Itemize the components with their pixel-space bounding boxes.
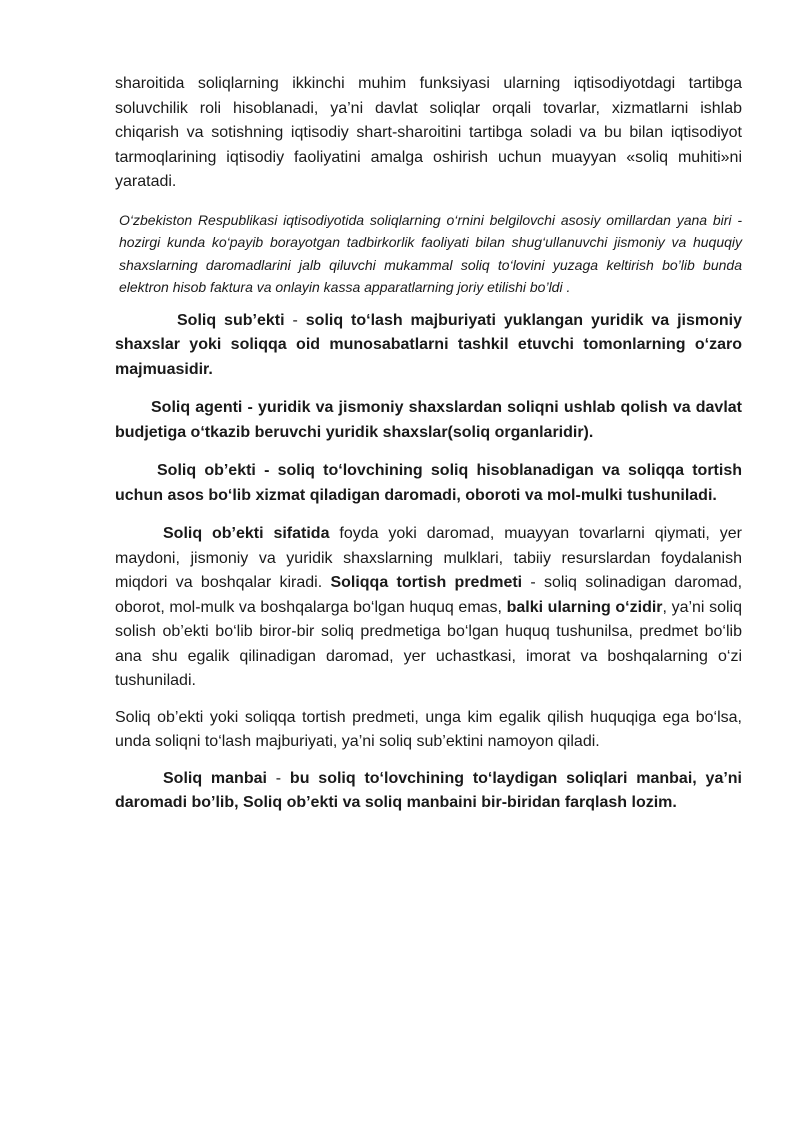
term-tax-subject: Soliq sub’ekti bbox=[177, 311, 285, 329]
definition-tax-source bbox=[115, 767, 742, 816]
definition-text: Soliq ob’ekti - soliq to‘lovchining soliq hisoblanadigan va soliqqa tortish uchun asos bo‘lib xizmat qiladigan daromadi, oboroti va mol-mulki tushuniladi. bbox=[115, 462, 742, 504]
paragraph-text: - soliq solinadigan daromad, oborot, mol-mulk va boshqalarga bo‘lgan huquq emas, bbox=[115, 574, 743, 616]
term-dash: - bbox=[284, 311, 306, 329]
paragraph-uzbekistan-tax-role: O‘zbekiston Respublikasi iqtisodiyotida soliqlarning o‘rnini belgilovchi asosiy omillardan yana biri - hozirgi kunda ko‘payib borayotgan tadbirkorlik faoliyati bilan shug‘ullanuvchi jismoniy va huquqiy shaxslarning daromadlarini jalb qiluvchi mukammal soliq to‘lovini yuzaga keltirish bo’lib bunda elektron hisob faktura va onlayin kassa apparatlarning joriy etilishi bo’ldi . bbox=[119, 211, 742, 295]
paragraph-text: , ya’ni soliq solish ob’ekti bo‘lib biror-bir soliq predmetiga bo‘lgan huquq tushunilsa, predmet bo‘lib ana shu egalik qilinadigan daromad, yer uchastkasi, imorat va boshqalarning o‘zi tushuniladi. bbox=[115, 598, 742, 689]
paragraph-tax-regulatory-function: sharoitida soliqlarning ikkinchi muhim funksiyasi ularning iqtisodiyotdagi tartibga soluvchilik roli hisoblanadi, ya’ni davlat soliqlar orqali tovarlar, xizmatlarni ishlab chiqarish va sotishning iqtisodiy shart-sharoitini tartibga soladi va bu bilan iqtisodiyot tarmoqlarining iqtisodiy faoliyatini amalga oshirish uchun muayyan «soliq muhiti»ni yaratadi. bbox=[115, 75, 742, 190]
term-taxation-subject-matter: Soliqqa tortish predmeti bbox=[330, 574, 523, 591]
definition-tax-subject bbox=[115, 309, 742, 383]
term-tax-source: Soliq manbai bbox=[163, 769, 267, 787]
definition-text: Soliq agenti - yuridik va jismoniy shaxslardan soliqni ushlab qolish va davlat budjetiga o‘tkazib beruvchi yuridik shaxslar(soliq organlaridir). bbox=[115, 399, 742, 441]
term-tax-object-as: Soliq ob’ekti sifatida bbox=[163, 525, 330, 542]
paragraph-tax-object-examples bbox=[115, 522, 742, 694]
definition-tax-agent bbox=[115, 396, 742, 445]
definition-text: bu soliq to‘lovchining to‘laydigan soliqlari manbai, ya’ni daromadi bo’lib, Soliq ob’ekti va soliq manbaini bir-biridan farqlash lozim. bbox=[115, 769, 742, 811]
term-themselves: balki ularning o‘zidir bbox=[506, 598, 663, 616]
paragraph-tax-object-ownership: Soliq ob’ekti yoki soliqqa tortish predmeti, unga kim egalik qilish huquqiga ega bo‘lsa, unda soliqni to‘lash majburiyati, ya’ni soliq sub’ektini namoyon qiladi. bbox=[115, 708, 742, 750]
paragraph-text: foyda yoki daromad, muayyan tovarlarni qiymati, yer maydoni, jismoniy va yuridik shaxslarning mulklari, tabiiy resurslardan foydalanish miqdori va boshqalar kiradi. bbox=[115, 525, 743, 591]
definition-tax-object bbox=[115, 459, 742, 508]
term-dash: - bbox=[266, 769, 290, 787]
definition-text: soliq to‘lash majburiyati yuklangan yuridik va jismoniy shaxslar yoki soliqqa oid munosabatlarni tashkil etuvchi tomonlarning o‘zaro majmuasidir. bbox=[115, 311, 743, 378]
